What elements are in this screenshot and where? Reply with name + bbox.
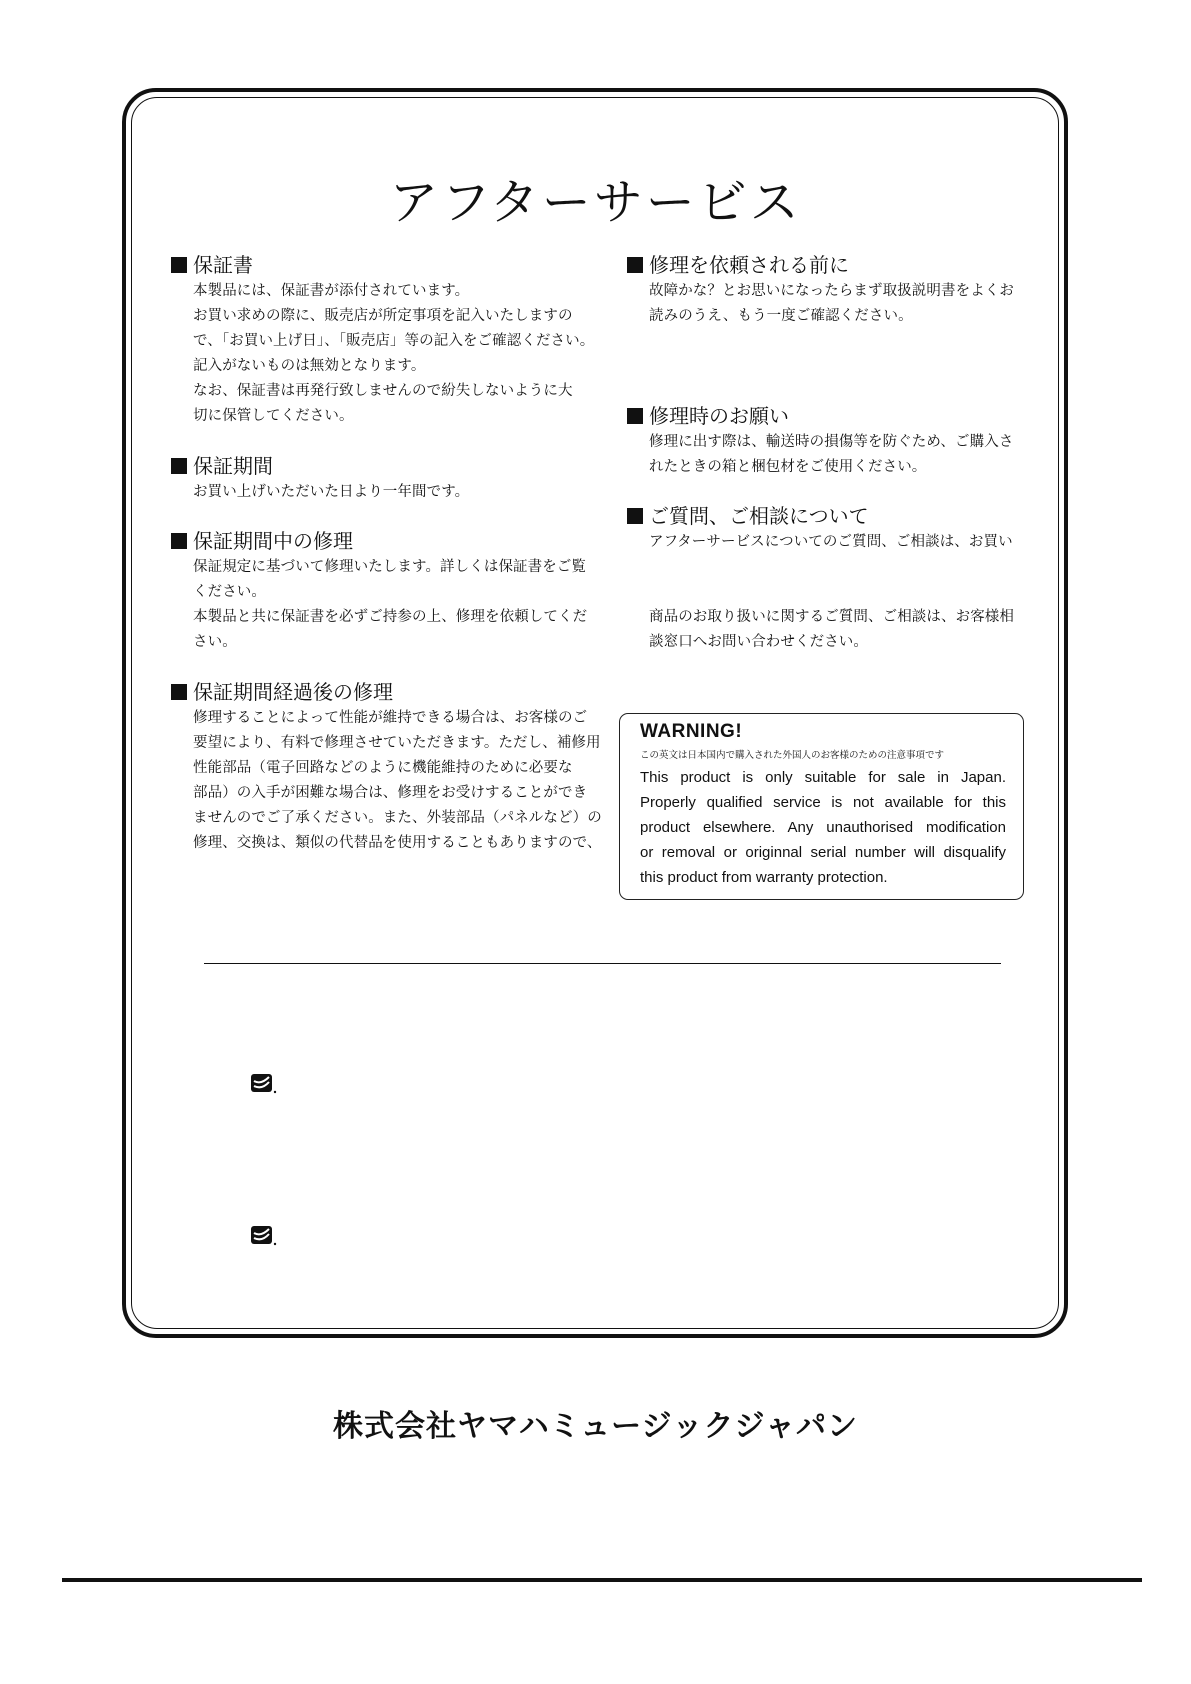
section-heading: 保証書 bbox=[193, 253, 253, 277]
section-heading: 保証期間中の修理 bbox=[193, 529, 353, 553]
bullet-square-icon bbox=[171, 533, 187, 549]
section-warranty-card bbox=[171, 252, 594, 429]
section-heading: ご質問、ご相談について bbox=[649, 504, 869, 528]
divider bbox=[204, 963, 1001, 964]
body-line: 商品のお取り扱いに関するご質問、ご相談は、お客様相 bbox=[649, 609, 1014, 625]
body-line: 保証規定に基づいて修理いたします。詳しくは保証書をご覧 bbox=[193, 559, 587, 575]
warning-box bbox=[619, 713, 1024, 900]
body-line: 修理に出す際は、輸送時の損傷等を防ぐため、ご購入さ bbox=[649, 434, 1014, 450]
bullet-square-icon bbox=[171, 684, 187, 700]
body-line: 切に保管してください。 bbox=[193, 408, 354, 424]
body-line: 修理、交換は、類似の代替品を使用することもありますので、 bbox=[193, 835, 602, 851]
body-line: 故障かな？とお思いになったらまず取扱説明書をよくお bbox=[649, 283, 1014, 299]
body-line: 記入がないものは無効となります。 bbox=[193, 358, 426, 374]
warning-line: or removal or originnal serial number will disqualify bbox=[640, 844, 1006, 861]
company-logo-icon bbox=[251, 1073, 277, 1095]
section-inquiries bbox=[627, 503, 1014, 655]
bullet-square-icon bbox=[171, 257, 187, 273]
section-heading: 修理時のお願い bbox=[649, 404, 789, 428]
body-line: れたときの箱と梱包材をご使用ください。 bbox=[649, 459, 927, 475]
warning-line: product elsewhere. Any unauthorised modification bbox=[640, 819, 1006, 836]
body-line: ませんのでご了承ください。また、外装部品（パネルなど）の bbox=[193, 810, 602, 826]
body-line: 修理することによって性能が維持できる場合は、お客様のご bbox=[193, 710, 588, 726]
page-title: アフターサービス bbox=[389, 174, 802, 231]
section-repair-after-warranty bbox=[171, 679, 602, 856]
warning-line: This product is only suitable for sale in Japan. bbox=[640, 769, 1006, 786]
company-logo-icon bbox=[251, 1225, 277, 1247]
section-heading: 修理を依頼される前に bbox=[649, 253, 849, 277]
body-line: 本製品と共に保証書を必ずご持参の上、修理を依頼してくだ bbox=[193, 609, 588, 625]
body-line: アフターサービスについてのご質問、ご相談は、お買い bbox=[649, 534, 1013, 550]
body-line: 要望により、有料で修理させていただきます。ただし、補修用 bbox=[193, 735, 601, 751]
section-repair-during-warranty bbox=[171, 528, 587, 655]
body-line: ください。 bbox=[193, 584, 266, 600]
warning-line: Properly qualified service is not available for this bbox=[640, 794, 1006, 811]
body-line: 本製品には、保証書が添付されています。 bbox=[193, 283, 470, 299]
body-line: さい。 bbox=[193, 634, 237, 650]
body-line: お買い求めの際に、販売店が所定事項を記入いたしますの bbox=[193, 308, 573, 324]
body-line: 談窓口へお問い合わせください。 bbox=[649, 634, 868, 650]
body-line: 部品）の入手が困難な場合は、修理をお受けすることができ bbox=[193, 785, 588, 801]
body-line: なお、保証書は再発行致しませんので紛失しないように大 bbox=[193, 383, 573, 399]
body-line: で、「お買い上げ日」、「販売店」等の記入をご確認ください。 bbox=[193, 333, 595, 349]
bottom-rule bbox=[62, 1578, 1142, 1582]
bullet-square-icon bbox=[171, 458, 187, 474]
bullet-square-icon bbox=[627, 408, 643, 424]
section-heading: 保証期間 bbox=[193, 454, 273, 478]
company-name: 株式会社ヤマハミュージックジャパン bbox=[333, 1409, 858, 1444]
warning-title: WARNING! bbox=[640, 721, 743, 742]
bullet-square-icon bbox=[627, 508, 643, 524]
body-line: 読みのうえ、もう一度ご確認ください。 bbox=[649, 308, 913, 324]
body-line: 性能部品（電子回路などのように機能維持のために必要な bbox=[193, 760, 573, 776]
bullet-square-icon bbox=[627, 257, 643, 273]
section-heading: 保証期間経過後の修理 bbox=[193, 680, 393, 704]
section-repair-request bbox=[627, 403, 1013, 480]
section-before-repair bbox=[627, 252, 1014, 329]
warning-line: this product from warranty protection. bbox=[640, 869, 888, 886]
body-line: お買い上げいただいた日より一年間です。 bbox=[193, 484, 470, 500]
section-warranty-period bbox=[171, 453, 469, 505]
warning-note: この英文は日本国内で購入された外国人のお客様のための注意事項です bbox=[640, 750, 945, 761]
